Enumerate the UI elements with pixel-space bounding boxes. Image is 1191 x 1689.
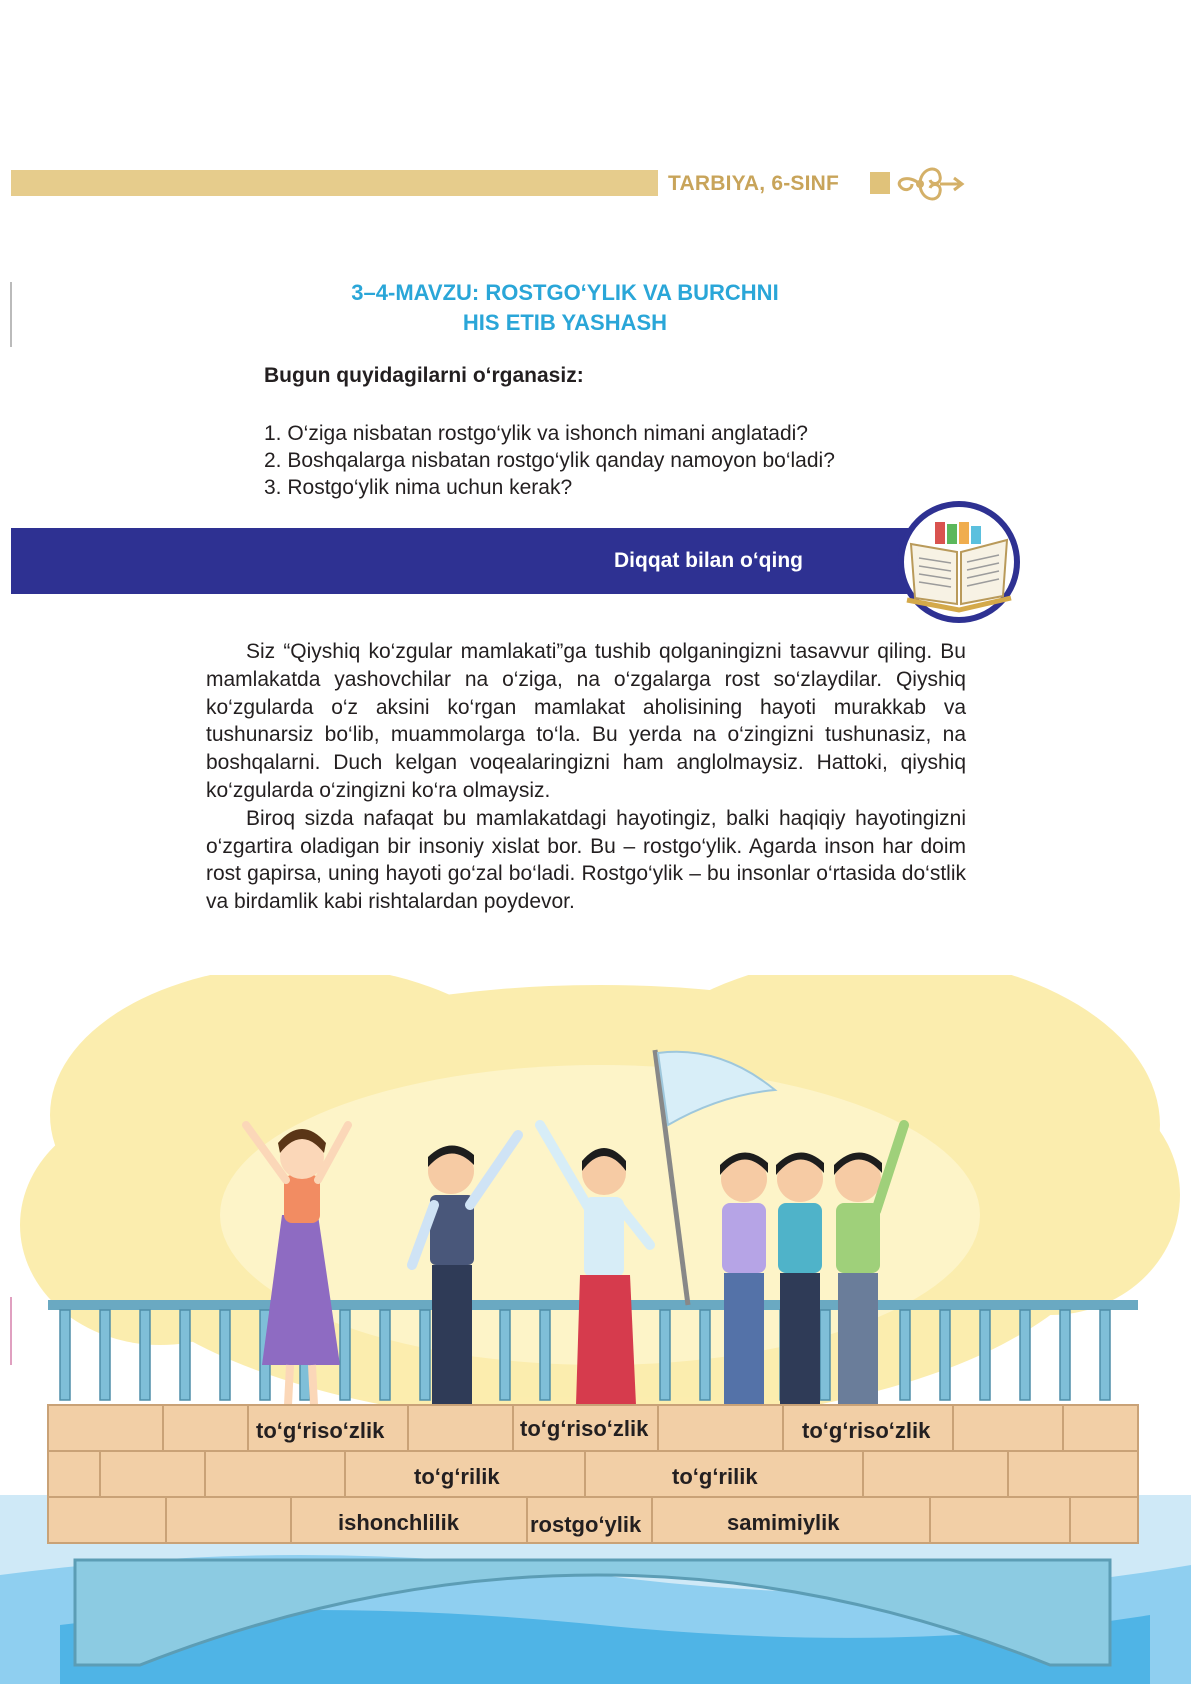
open-book-icon <box>897 500 1021 629</box>
lesson-intro: Bugun quyidagilarni o‘rganasiz: <box>264 364 584 387</box>
book-title: TARBIYA, 6-SINF <box>668 172 840 195</box>
reading-paragraph: Siz “Qiyshiq ko‘zgular mamlakati”ga tushib qolganingizni tasavvur qiling. Bu mamlakatda yashovchilar na o‘ziga, na o‘zgalarga rost so‘zlaydilar. Qiyshiq ko‘zgularda o‘z aksini ko‘rgan mamlakat aholisining hayoti murakkab va tushunarsiz bo‘lib, muammolarga to‘la. Bu yerda na o‘zingizni tushunasiz, na boshqalarni. Duch kelgan voqealaringizni ham anglolmaysiz. Hattoki, qiyshiq ko‘zgularda o‘zingizni ko‘ra olmaysiz. <box>206 640 966 802</box>
header-bar <box>11 170 658 196</box>
question-list <box>264 420 835 501</box>
reading-paragraph: Biroq sizda nafaqat bu mamlakatdagi hayotingiz, balki haqiqiy hayotingizni o‘zgartira oladigan bir insoniy xislat bor. Bu – rostgo‘ylik. Agarda inson har doim rost gapirsa, uning hayoti go‘zal bo‘ladi. Rostgo‘ylik – bu insonlar o‘rtasida do‘stlik va birdamlik kabi rishtalardan poydevor. <box>206 806 966 914</box>
brick-label: to‘g‘riso‘zlik <box>520 1416 649 1441</box>
brick-label: to‘g‘rilik <box>672 1464 758 1489</box>
brick-label: to‘g‘riso‘zlik <box>802 1418 931 1443</box>
brick-label: ishonchlilik <box>338 1510 460 1535</box>
brick-label: to‘g‘rilik <box>414 1464 500 1489</box>
header-square <box>870 172 890 194</box>
bridge-illustration <box>0 975 1191 1689</box>
brick-label: samimiylik <box>727 1510 840 1535</box>
margin-line <box>10 282 12 347</box>
question-item: 3. Rostgo‘ylik nima uchun kerak? <box>264 476 573 499</box>
question-item: 1. O‘ziga nisbatan rostgo‘ylik va ishonch nimani anglatadi? <box>264 422 808 445</box>
lesson-title-line: HIS ETIB YASHASH <box>462 310 668 335</box>
lesson-title <box>250 278 880 338</box>
lesson-title-line: 3–4-MAVZU: ROSTGO‘YLIK VA BURCHNI <box>351 280 779 305</box>
reading-text <box>206 638 966 916</box>
brick-label: to‘g‘riso‘zlik <box>256 1418 385 1443</box>
reading-banner-label: Diqqat bilan o‘qing <box>614 549 803 572</box>
brick-label: rostgo‘ylik <box>530 1512 642 1537</box>
question-item: 2. Boshqalarga nisbatan rostgo‘ylik qanday namoyon bo‘ladi? <box>264 449 835 472</box>
floral-ornament-icon <box>890 154 970 219</box>
